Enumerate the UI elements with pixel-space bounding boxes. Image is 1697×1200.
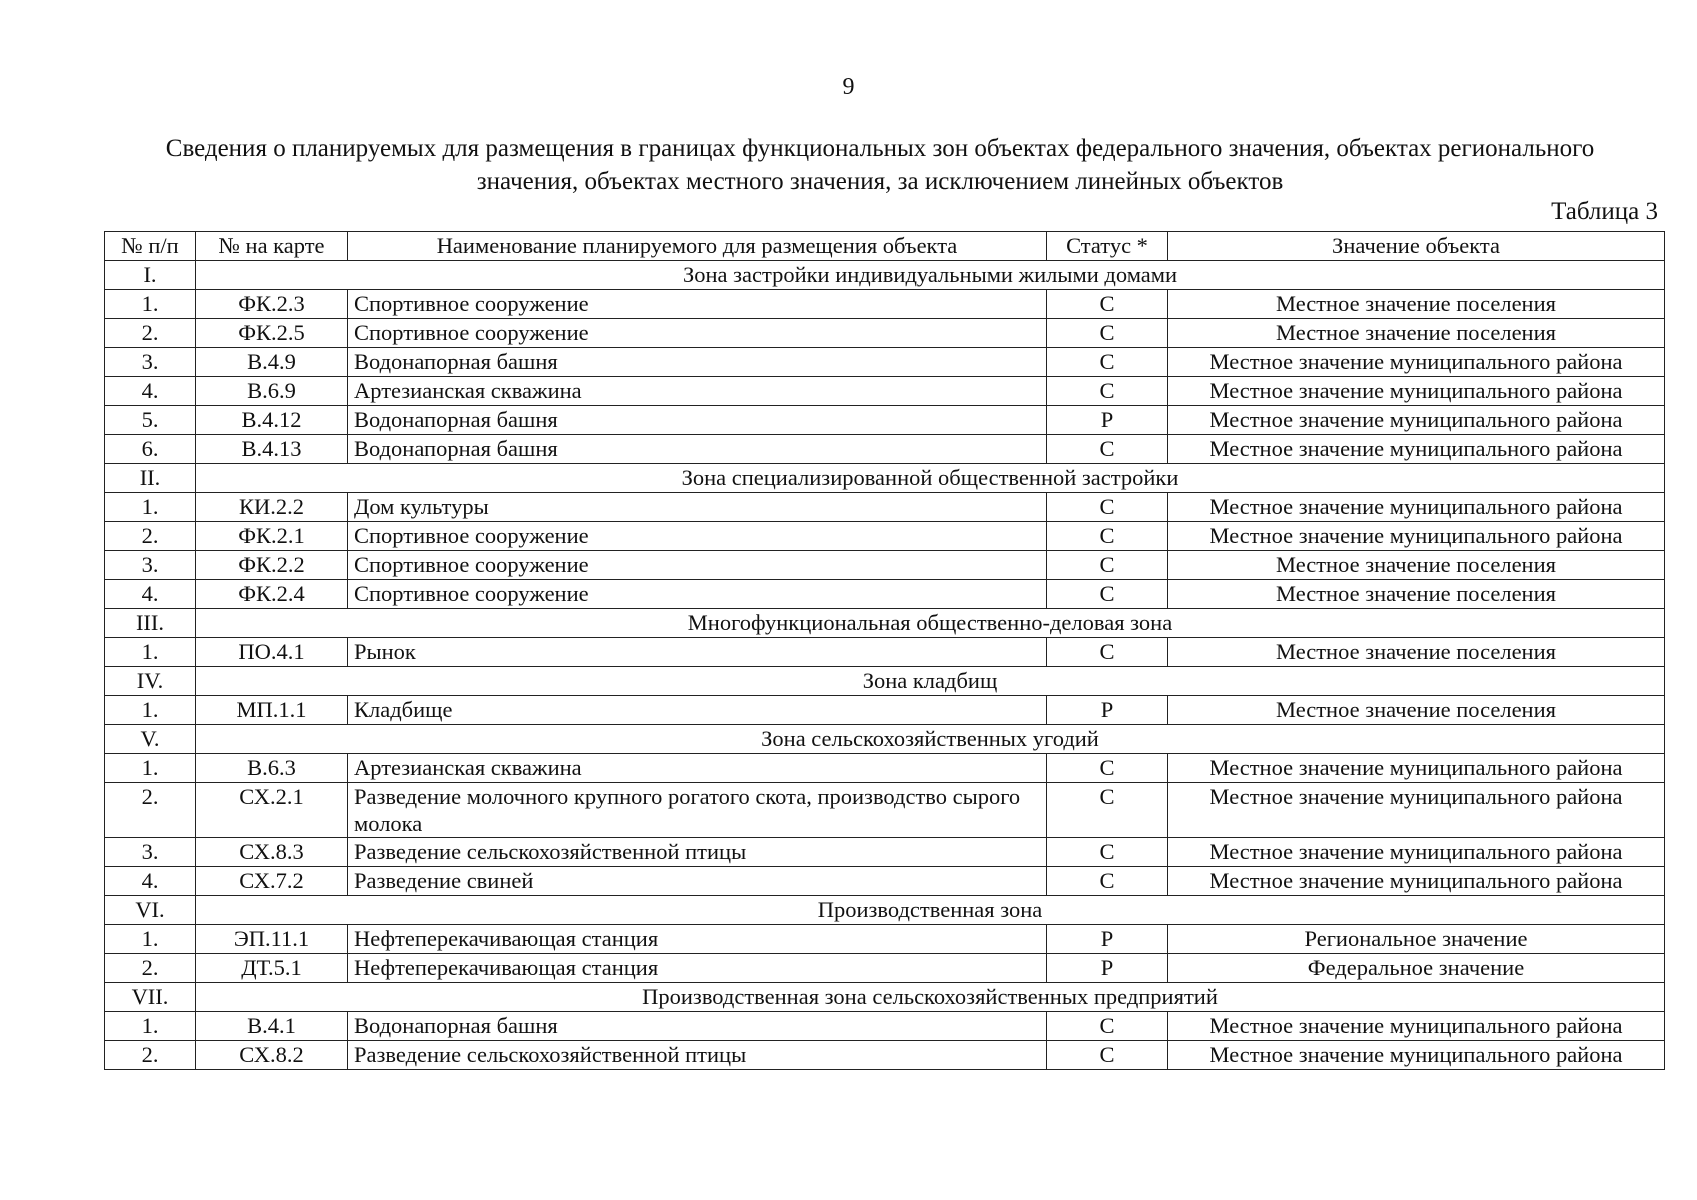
zone-title: Зона специализированной общественной застройки — [196, 464, 1665, 493]
object-value: Местное значение муниципального района — [1168, 867, 1665, 896]
object-value: Местное значение муниципального района — [1168, 406, 1665, 435]
table-row — [105, 522, 1665, 551]
table-row — [105, 1012, 1665, 1041]
zone-row — [105, 725, 1665, 754]
status: С — [1047, 783, 1168, 838]
table-row — [105, 406, 1665, 435]
object-name: Дом культуры — [348, 493, 1047, 522]
map-number: ФК.2.3 — [196, 290, 348, 319]
zone-row — [105, 983, 1665, 1012]
row-number: 1. — [105, 493, 196, 522]
header-row — [105, 232, 1665, 261]
status: С — [1047, 319, 1168, 348]
table-row — [105, 493, 1665, 522]
map-number: ФК.2.2 — [196, 551, 348, 580]
row-number: 1. — [105, 1012, 196, 1041]
zone-title: Зона застройки индивидуальными жилыми домами — [196, 261, 1665, 290]
zone-row — [105, 667, 1665, 696]
objects-table — [104, 231, 1665, 1070]
zone-number: III. — [105, 609, 196, 638]
table-row — [105, 290, 1665, 319]
object-value: Местное значение поселения — [1168, 290, 1665, 319]
status: С — [1047, 551, 1168, 580]
object-value: Региональное значение — [1168, 925, 1665, 954]
status: Р — [1047, 925, 1168, 954]
status: С — [1047, 838, 1168, 867]
zone-title: Производственная зона сельскохозяйственных предприятий — [196, 983, 1665, 1012]
zone-number: VI. — [105, 896, 196, 925]
status: Р — [1047, 406, 1168, 435]
map-number: В.4.12 — [196, 406, 348, 435]
row-number: 1. — [105, 696, 196, 725]
object-value: Местное значение муниципального района — [1168, 348, 1665, 377]
row-number: 4. — [105, 867, 196, 896]
object-value: Местное значение поселения — [1168, 319, 1665, 348]
map-number: МП.1.1 — [196, 696, 348, 725]
status: С — [1047, 435, 1168, 464]
table-row — [105, 319, 1665, 348]
map-number: СХ.7.2 — [196, 867, 348, 896]
table-row — [105, 348, 1665, 377]
status: Р — [1047, 696, 1168, 725]
map-number: ФК.2.1 — [196, 522, 348, 551]
table-row — [105, 925, 1665, 954]
map-number: КИ.2.2 — [196, 493, 348, 522]
table-body — [105, 261, 1665, 1070]
object-value: Местное значение муниципального района — [1168, 377, 1665, 406]
object-name: Разведение свиней — [348, 867, 1047, 896]
zone-number: II. — [105, 464, 196, 493]
status: С — [1047, 638, 1168, 667]
object-value: Местное значение муниципального района — [1168, 435, 1665, 464]
zone-number: I. — [105, 261, 196, 290]
header-object-value: Значение объекта — [1168, 232, 1665, 261]
status: С — [1047, 1012, 1168, 1041]
object-value: Местное значение муниципального района — [1168, 493, 1665, 522]
page-number: 9 — [842, 74, 855, 100]
zone-row — [105, 261, 1665, 290]
object-value: Местное значение поселения — [1168, 580, 1665, 609]
map-number: СХ.8.3 — [196, 838, 348, 867]
object-name: Разведение молочного крупного рогатого скота, производство сырого молока — [348, 783, 1047, 838]
zone-title: Многофункциональная общественно-деловая зона — [196, 609, 1665, 638]
map-number: В.4.13 — [196, 435, 348, 464]
row-number: 3. — [105, 348, 196, 377]
object-value: Федеральное значение — [1168, 954, 1665, 983]
object-value: Местное значение муниципального района — [1168, 1012, 1665, 1041]
object-value: Местное значение муниципального района — [1168, 838, 1665, 867]
header-status: Статус * — [1047, 232, 1168, 261]
row-number: 3. — [105, 838, 196, 867]
object-name: Артезианская скважина — [348, 754, 1047, 783]
status: Р — [1047, 954, 1168, 983]
object-value: Местное значение поселения — [1168, 696, 1665, 725]
table-row — [105, 551, 1665, 580]
row-number: 1. — [105, 290, 196, 319]
zone-title: Зона сельскохозяйственных угодий — [196, 725, 1665, 754]
row-number: 2. — [105, 319, 196, 348]
status: С — [1047, 522, 1168, 551]
row-number: 6. — [105, 435, 196, 464]
object-value: Местное значение муниципального района — [1168, 522, 1665, 551]
map-number: В.6.9 — [196, 377, 348, 406]
object-value: Местное значение муниципального района — [1168, 754, 1665, 783]
zone-number: VII. — [105, 983, 196, 1012]
map-number: ДТ.5.1 — [196, 954, 348, 983]
map-number: В.4.1 — [196, 1012, 348, 1041]
zone-row — [105, 464, 1665, 493]
table-row — [105, 696, 1665, 725]
table-label: Таблица 3 — [1551, 198, 1658, 225]
object-value: Местное значение муниципального района — [1168, 1041, 1665, 1070]
table-row — [105, 867, 1665, 896]
table-row — [105, 783, 1665, 838]
object-value: Местное значение поселения — [1168, 638, 1665, 667]
object-value: Местное значение муниципального района — [1168, 783, 1665, 838]
object-name: Разведение сельскохозяйственной птицы — [348, 838, 1047, 867]
table-row — [105, 580, 1665, 609]
map-number: ЭП.11.1 — [196, 925, 348, 954]
table-row — [105, 838, 1665, 867]
map-number: В.4.9 — [196, 348, 348, 377]
object-name: Артезианская скважина — [348, 377, 1047, 406]
zone-number: V. — [105, 725, 196, 754]
object-name: Водонапорная башня — [348, 1012, 1047, 1041]
row-number: 4. — [105, 377, 196, 406]
table-row — [105, 435, 1665, 464]
zone-row — [105, 609, 1665, 638]
row-number: 3. — [105, 551, 196, 580]
row-number: 2. — [105, 954, 196, 983]
object-name: Водонапорная башня — [348, 348, 1047, 377]
zone-title: Производственная зона — [196, 896, 1665, 925]
object-name: Разведение сельскохозяйственной птицы — [348, 1041, 1047, 1070]
status: С — [1047, 348, 1168, 377]
document-title: Сведения о планируемых для размещения в границах функциональных зон объектах федерального значения, объектах регионального значения, объектах местного значения, за исключением линейных объектов — [165, 135, 1595, 195]
row-number: 1. — [105, 925, 196, 954]
status: С — [1047, 377, 1168, 406]
object-name: Рынок — [348, 638, 1047, 667]
map-number: СХ.2.1 — [196, 783, 348, 838]
status: С — [1047, 1041, 1168, 1070]
object-name: Спортивное сооружение — [348, 319, 1047, 348]
object-value: Местное значение поселения — [1168, 551, 1665, 580]
object-name: Кладбище — [348, 696, 1047, 725]
row-number: 4. — [105, 580, 196, 609]
row-number: 1. — [105, 638, 196, 667]
object-name: Спортивное сооружение — [348, 580, 1047, 609]
object-name: Спортивное сооружение — [348, 522, 1047, 551]
table-row — [105, 1041, 1665, 1070]
map-number: ФК.2.5 — [196, 319, 348, 348]
table-row — [105, 954, 1665, 983]
table-row — [105, 377, 1665, 406]
table-row — [105, 754, 1665, 783]
object-name: Водонапорная башня — [348, 435, 1047, 464]
status: С — [1047, 580, 1168, 609]
row-number: 1. — [105, 754, 196, 783]
zone-row — [105, 896, 1665, 925]
header-number: № п/п — [105, 232, 196, 261]
object-name: Нефтеперекачивающая станция — [348, 925, 1047, 954]
row-number: 2. — [105, 522, 196, 551]
object-name: Водонапорная башня — [348, 406, 1047, 435]
object-name: Спортивное сооружение — [348, 551, 1047, 580]
row-number: 2. — [105, 783, 196, 838]
status: С — [1047, 867, 1168, 896]
zone-number: IV. — [105, 667, 196, 696]
map-number: В.6.3 — [196, 754, 348, 783]
map-number: ФК.2.4 — [196, 580, 348, 609]
header-map-number: № на карте — [196, 232, 348, 261]
status: С — [1047, 493, 1168, 522]
object-name: Нефтеперекачивающая станция — [348, 954, 1047, 983]
table-row — [105, 638, 1665, 667]
status: С — [1047, 290, 1168, 319]
object-name: Спортивное сооружение — [348, 290, 1047, 319]
row-number: 2. — [105, 1041, 196, 1070]
map-number: СХ.8.2 — [196, 1041, 348, 1070]
map-number: ПО.4.1 — [196, 638, 348, 667]
status: С — [1047, 754, 1168, 783]
zone-title: Зона кладбищ — [196, 667, 1665, 696]
row-number: 5. — [105, 406, 196, 435]
header-object-name: Наименование планируемого для размещения объекта — [348, 232, 1047, 261]
